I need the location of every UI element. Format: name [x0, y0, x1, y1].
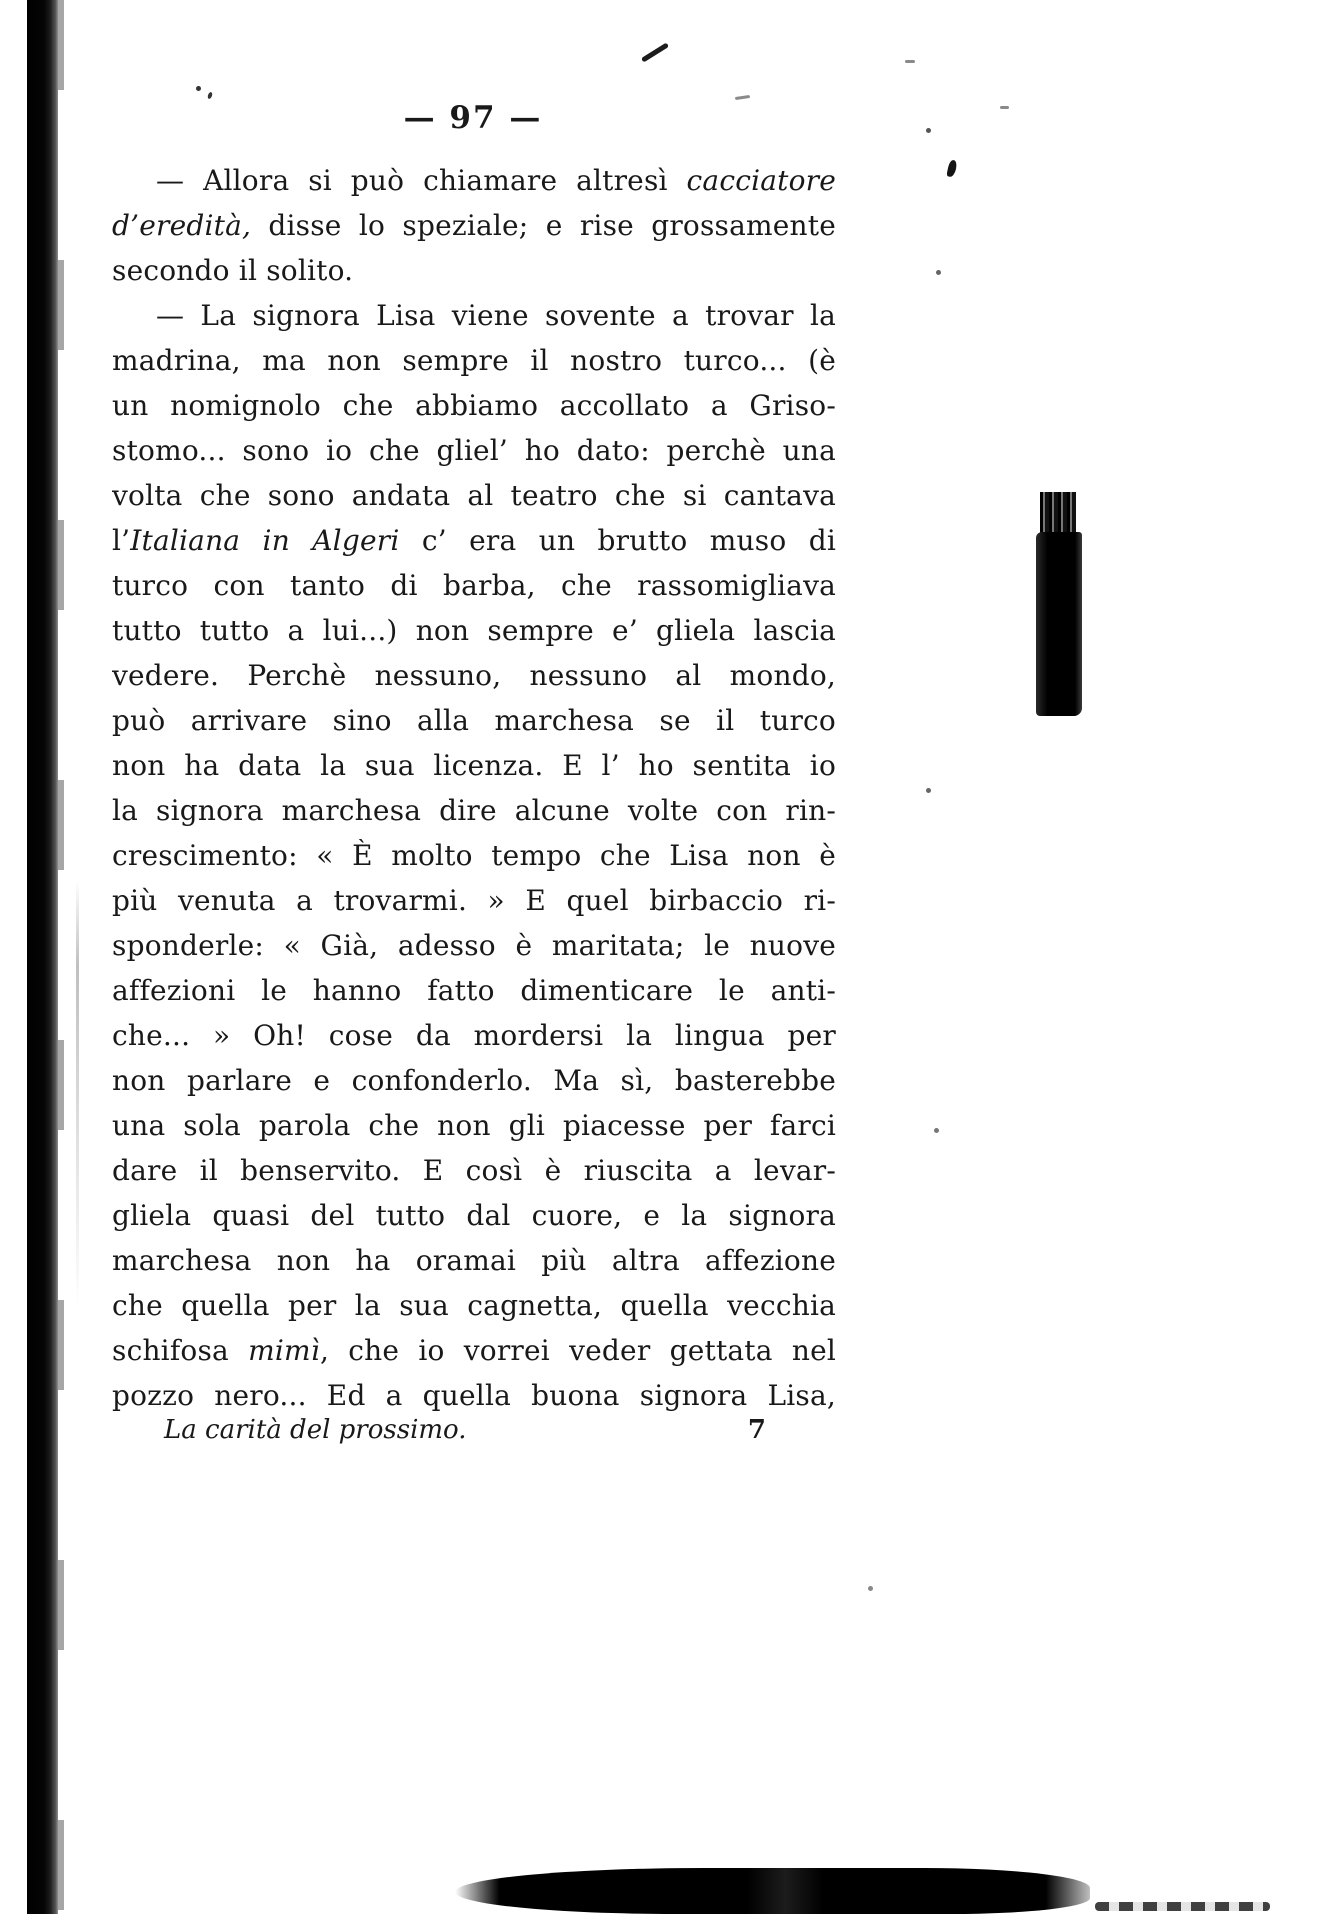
- text-segment: non ha data la sua licenza. E l’ ho sentita io: [112, 749, 836, 782]
- text-segment: gliela quasi del tutto dal cuore, e la signora: [112, 1199, 836, 1232]
- scan-artifact-pen-stroke: [641, 42, 669, 62]
- text-segment: disse lo speziale; e rise grossamente: [251, 209, 836, 242]
- text-line: [112, 518, 836, 563]
- text-segment: turco con tanto di barba, che rassomigliava: [112, 569, 836, 602]
- scan-artifact-speck: [196, 86, 201, 91]
- text-segment: — Allora si può chiamare altresì: [156, 164, 687, 197]
- text-segment: può arrivare sino alla marchesa se il turco: [112, 704, 836, 737]
- scan-artifact-smudge-stripes: [1040, 492, 1076, 540]
- text-segment: schifosa: [112, 1334, 249, 1367]
- text-line: [112, 653, 836, 698]
- text-lines: [112, 158, 836, 1418]
- text-segment: — La signora Lisa viene sovente a trovar la: [156, 299, 836, 332]
- text-segment: vedere. Perchè nessuno, nessuno al mondo,: [112, 659, 836, 692]
- italic-text-segment: d’eredità,: [112, 209, 252, 242]
- text-segment: l’: [112, 524, 131, 557]
- text-segment: più venuta a trovarmi. » E quel birbaccio ri-: [112, 884, 836, 917]
- text-line: [112, 1193, 836, 1238]
- text-line: [112, 968, 836, 1013]
- page-footer: [112, 1415, 836, 1445]
- text-segment: madrina, ma non sempre il nostro turco... (è: [112, 344, 836, 377]
- italic-text-segment: cacciatore: [686, 164, 836, 197]
- text-segment: secondo il solito.: [112, 254, 354, 287]
- text-line: [112, 878, 836, 923]
- footer-signature-number: 7: [747, 1415, 766, 1445]
- text-segment: un nomignolo che abbiamo accollato a Griso-: [112, 389, 836, 422]
- text-line: [112, 383, 836, 428]
- text-segment: , che io vorrei veder gettata nel: [319, 1334, 836, 1367]
- text-line: [112, 1373, 836, 1418]
- text-segment: la signora marchesa dire alcune volte con rin-: [112, 794, 836, 827]
- text-line: [112, 743, 836, 788]
- scan-artifact-speck: [934, 1128, 939, 1133]
- text-segment: che... » Oh! cose da mordersi la lingua per: [112, 1019, 836, 1052]
- scan-artifact-bottom-ink-blot: [455, 1868, 1090, 1914]
- footer-book-title: La carità del prossimo.: [164, 1415, 467, 1445]
- page-number-header: — 97 —: [403, 100, 543, 136]
- scan-artifact-comma-mark: [946, 159, 957, 177]
- scan-artifact-right-ink-smudge: [1036, 492, 1082, 716]
- text-segment: sponderle: « Già, adesso è maritata; le nuove: [112, 929, 836, 962]
- text-line: [112, 428, 836, 473]
- text-line: [112, 1013, 836, 1058]
- text-line: [112, 788, 836, 833]
- scan-artifact-left-faint-streak: [76, 880, 79, 1310]
- scan-artifact-left-binding-bar: [27, 0, 58, 1914]
- text-line: [112, 473, 836, 518]
- text-segment: dare il benservito. E così è riuscita a levar-: [112, 1154, 836, 1187]
- scan-artifact-bottom-right-strip: [1095, 1902, 1270, 1911]
- text-line: [112, 563, 836, 608]
- text-segment: crescimento: « È molto tempo che Lisa non è: [112, 839, 836, 872]
- scan-artifact-speck: [926, 128, 931, 133]
- text-segment: non parlare e confonderlo. Ma sì, basterebbe: [112, 1064, 836, 1097]
- text-segment: affezioni le hanno fatto dimenticare le anti-: [112, 974, 836, 1007]
- text-line: [112, 1328, 836, 1373]
- text-segment: stomo... sono io che gliel’ ho dato: perchè una: [112, 434, 836, 467]
- text-line: [112, 833, 836, 878]
- text-segment: pozzo nero... Ed a quella buona signora Lisa,: [112, 1379, 836, 1412]
- text-line: [112, 338, 836, 383]
- scan-artifact-speck: [926, 788, 931, 793]
- text-segment: una sola parola che non gli piacesse per farci: [112, 1109, 836, 1142]
- text-segment: tutto tutto a lui...) non sempre e’ gliela lascia: [112, 614, 836, 647]
- text-segment: volta che sono andata al teatro che si cantava: [112, 479, 836, 512]
- text-line: [112, 1103, 836, 1148]
- text-line: [112, 1148, 836, 1193]
- text-line: [112, 248, 836, 293]
- text-line: [112, 1058, 836, 1103]
- text-line: [112, 1283, 836, 1328]
- text-segment: che quella per la sua cagnetta, quella vecchia: [112, 1289, 836, 1322]
- scan-artifact-smudge-blob: [1036, 532, 1082, 716]
- text-line: [112, 608, 836, 653]
- text-line: [112, 158, 836, 203]
- scan-artifact-speck: [936, 270, 941, 275]
- italic-text-segment: mimì: [248, 1334, 320, 1367]
- text-line: [112, 1238, 836, 1283]
- text-line: [112, 203, 836, 248]
- italic-text-segment: Italiana in Algeri: [130, 524, 400, 557]
- scan-artifact-speck: [207, 92, 213, 100]
- text-line: [112, 698, 836, 743]
- scan-artifact-dash: [1000, 106, 1009, 109]
- text-segment: marchesa non ha oramai più altra affezione: [112, 1244, 836, 1277]
- text-segment: c’ era un brutto muso di: [399, 524, 836, 557]
- text-line: [112, 293, 836, 338]
- scan-artifact-dash: [905, 60, 915, 63]
- scan-artifact-speck: [868, 1586, 873, 1591]
- text-line: [112, 923, 836, 968]
